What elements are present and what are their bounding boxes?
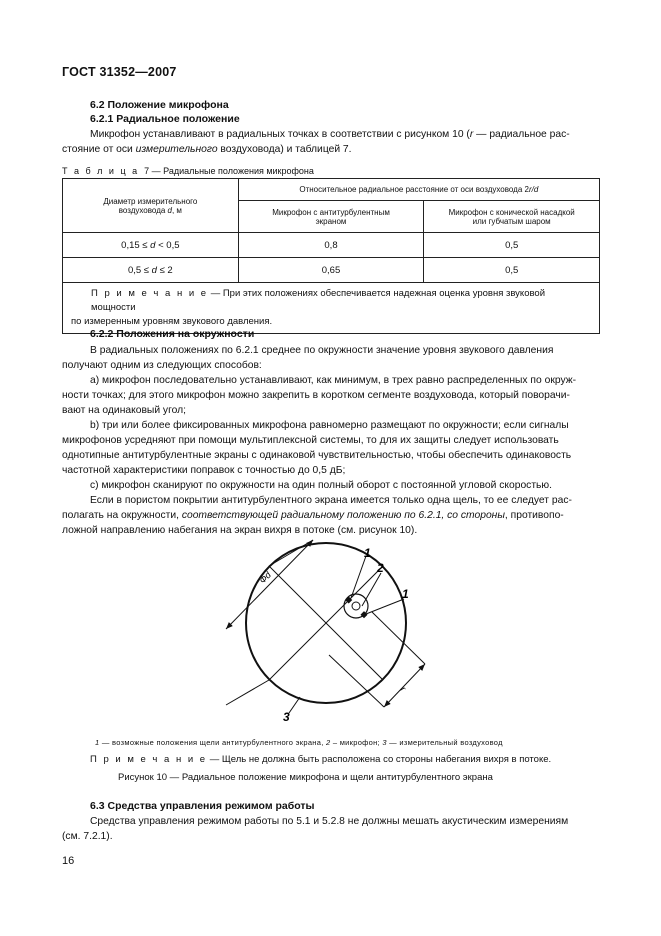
table-7-cell-range: 0,15 ≤ d < 0,5 [63, 233, 239, 258]
section-6-2-1-line2: стояние от оси измерительного воздуховода) и таблицей 7. [62, 144, 352, 155]
section-6-3-line2: (см. 7.2.1). [62, 831, 113, 842]
table-row [63, 258, 600, 283]
figure-10-caption: Рисунок 10 — Радиальное положение микрофона и щели антитурбулентного экрана [118, 772, 493, 783]
table-7-group-header: Относительное радиальное расстояние от оси воздуховода 2r/d [238, 179, 599, 201]
extension-line [226, 680, 269, 705]
list-item-a-line2: ности точках; для этого микрофон можно закрепить в коротком сегменте воздуховода, который поворачи- [62, 390, 570, 401]
table-7 [62, 178, 600, 334]
section-6-2-1-heading: 6.2.1 Радиальное положение [90, 113, 240, 125]
list-item-b-line1: b) три или более фиксированных микрофона равномерно размещают по окружности; если сигналы [90, 420, 569, 431]
section-6-2-2-p2-line2: полагать на окружности, соответствующей радиальному положению по 6.2.1, со стороны, противопо- [62, 510, 564, 521]
document-code: ГОСТ 31352—2007 [62, 65, 177, 79]
table-7-cell-range: 0,5 ≤ d ≤ 2 [63, 258, 239, 283]
table-7-col1-header: Диаметр измерительного воздуховода d, м [63, 179, 239, 233]
radius-label: r [398, 684, 408, 694]
extension-line [329, 655, 384, 707]
page-number: 16 [62, 855, 75, 867]
figure-10-diagram [190, 535, 450, 735]
leader-line [289, 697, 300, 713]
section-6-2-2-p2-line3: ложной направлению набегания на экран вихря в потоке (см. рисунок 10). [62, 525, 418, 536]
section-6-3-line1: Средства управления режимом работы по 5.1 и 5.2.8 не должны мешать акустическим измерениям [90, 816, 569, 827]
table-row [63, 233, 600, 258]
section-6-2-2-p2-line1: Если в пористом покрытии антитурбулентного экрана имеется только одна щель, то ее следует рас- [90, 495, 572, 506]
microphone-icon [352, 602, 360, 610]
leader-line [366, 599, 404, 614]
figure-label-1-top: 1 [364, 546, 371, 560]
section-6-2-2-p1-line1: В радиальных положениях по 6.2.1 среднее по окружности значение уровня звукового давления [90, 345, 554, 356]
figure-10-legend: 1 — возможные положения щели антитурбулентного экрана, 2 – микрофон; 3 — измерительный воздуховод [95, 738, 503, 747]
list-item-a-line1: а) микрофон последовательно устанавливают, как минимум, в трех равно распределенных по окруж- [90, 375, 577, 386]
table-7-caption: Т а б л и ц а 7 — Радиальные положения микрофона [62, 166, 314, 176]
diameter-dimension [226, 540, 313, 629]
section-6-3-heading: 6.3 Средства управления режимом работы [90, 800, 315, 812]
table-7-subheader-screen: Микрофон с антитурбулентным экраном [238, 201, 424, 233]
figure-10-note: П р и м е ч а н и е — Щель не должна быть расположена со стороны набегания вихря в потоке. [90, 754, 552, 765]
table-7-cell-value: 0,5 [424, 258, 600, 283]
table-7-cell-value: 0,65 [238, 258, 424, 283]
figure-label-1-right: 1 [402, 587, 409, 601]
leader-line [351, 556, 366, 598]
section-6-2-2-p1-line2: получают одним из следующих способов: [62, 360, 262, 371]
figure-label-2: 2 [377, 561, 384, 575]
diameter-label: Фd [257, 569, 274, 586]
section-6-2-heading: 6.2 Положение микрофона [90, 99, 229, 111]
section-6-2-2-heading: 6.2.2 Положения на окружности [90, 328, 255, 340]
list-item-b-line4: частотной характеристики поправок с точностью до 0,5 дБ; [62, 465, 346, 476]
list-item-c-line1: с) микрофон сканируют по окружности на один полный оборот с постоянной угловой скоростью. [90, 480, 552, 491]
list-item-b-line2: микрофонов усредняют при помощи мультиплексной системы, то для их защиты следует использовать [62, 435, 559, 446]
figure-label-3: 3 [283, 710, 290, 724]
table-7-cell-value: 0,5 [424, 233, 600, 258]
table-7-note: П р и м е ч а н и е — При этих положениях обеспечивается надежная оценка уровня звуковой мощности по измеренным уровням звукового давления. [63, 283, 600, 334]
list-item-b-line3: однотипные антитурбулентные экраны с одинаковой чувствительностью, чтобы обеспечить одинаковость [62, 450, 572, 461]
list-item-a-line3: вают на одинаковый угол; [62, 405, 186, 416]
section-6-2-1-line1: Микрофон устанавливают в радиальных точках в соответствии с рисунком 10 (r — радиальное рас- [90, 129, 570, 140]
table-7-subheader-cone: Микрофон с конической насадкой или губчатым шаром [424, 201, 600, 233]
table-7-cell-value: 0,8 [238, 233, 424, 258]
